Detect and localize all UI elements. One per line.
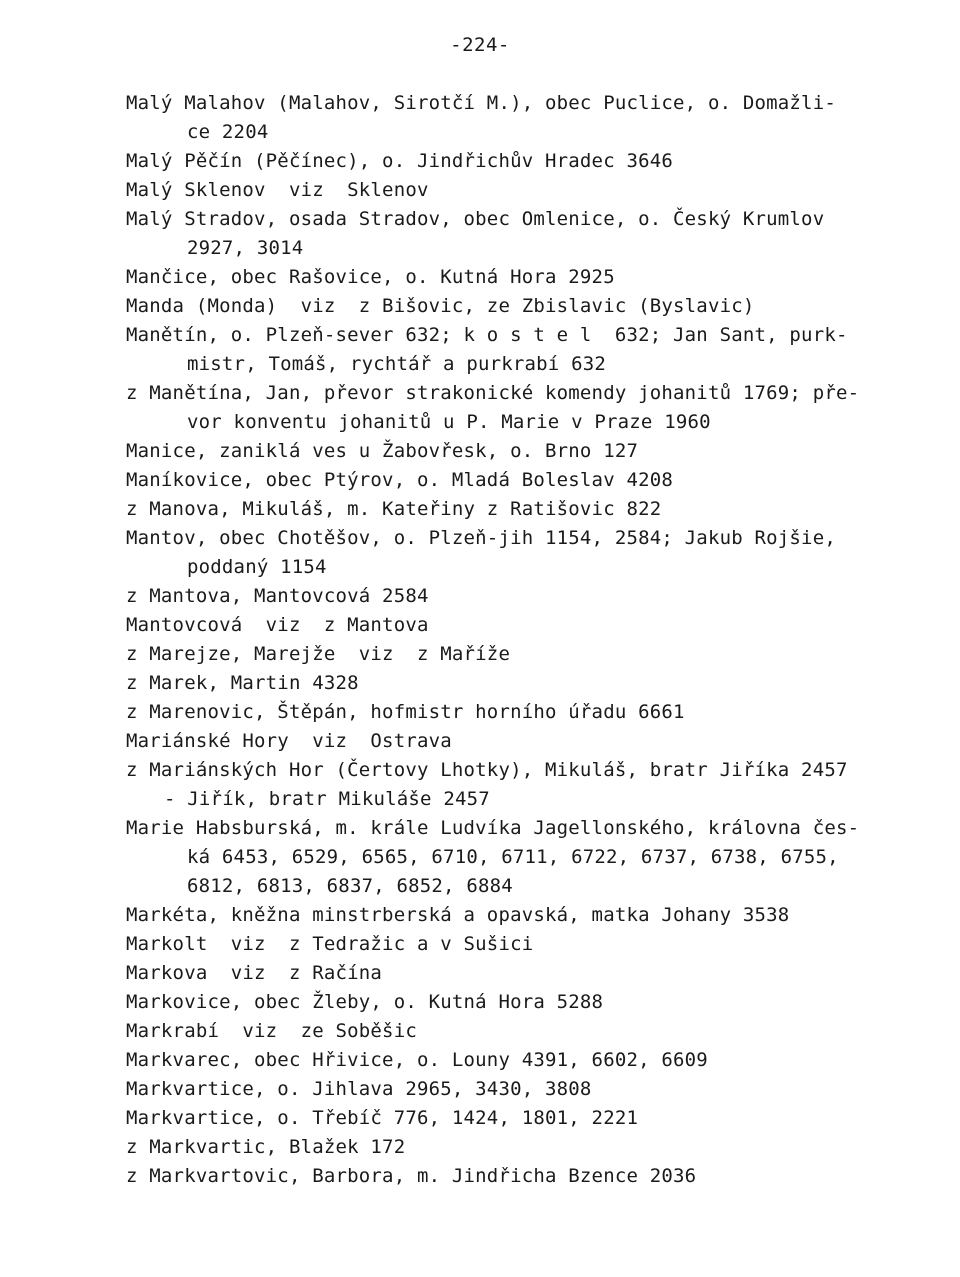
index-entry: Markvartice, o. Jihlava 2965, 3430, 3808	[126, 1078, 592, 1100]
index-entry: Malý Pěčín (Pěčínec), o. Jindřichův Hradec 3646	[126, 150, 674, 172]
index-entry: z Marejze, Marejže viz z Maříže	[126, 643, 511, 665]
index-entry: Markova viz z Račína	[126, 962, 383, 984]
index-entries	[126, 89, 886, 1191]
index-entry: Mančice, obec Rašovice, o. Kutná Hora 2925	[126, 266, 615, 288]
index-entry: z Manětína, Jan, převor strakonické komendy johanitů 1769; pře-	[126, 382, 860, 404]
index-entry: z Markvartic, Blažek 172	[126, 1136, 406, 1158]
index-entry: Manda (Monda) viz z Bišovic, ze Zbislavic (Byslavic)	[126, 295, 755, 317]
index-entry-continuation: 2927, 3014	[187, 237, 304, 259]
index-entry-continuation: poddaný 1154	[187, 556, 327, 578]
index-entry: Markéta, kněžna minstrberská a opavská, matka Johany 3538	[126, 904, 790, 926]
index-entry: Mariánské Hory viz Ostrava	[126, 730, 452, 752]
index-entry-continuation: mistr, Tomáš, rychtář a purkrabí 632	[187, 353, 607, 375]
index-entry: Markvarec, obec Hřivice, o. Louny 4391, 6602, 6609	[126, 1049, 708, 1071]
index-entry: Markvartice, o. Třebíč 776, 1424, 1801, 2221	[126, 1107, 639, 1129]
index-entry: Maníkovice, obec Ptýrov, o. Mladá Boleslav 4208	[126, 469, 674, 491]
index-entry: Markrabí viz ze Soběšic	[126, 1020, 417, 1042]
index-entry: z Marenovic, Štěpán, hofmistr horního úřadu 6661	[126, 701, 685, 723]
index-entry: z Marek, Martin 4328	[126, 672, 359, 694]
index-entry: Malý Malahov (Malahov, Sirotčí M.), obec Puclice, o. Domažli-	[126, 92, 836, 114]
index-entry: z Mantova, Mantovcová 2584	[126, 585, 429, 607]
index-entry-continuation: ká 6453, 6529, 6565, 6710, 6711, 6722, 6737, 6738, 6755,	[187, 846, 839, 868]
index-entry: Mantov, obec Chotěšov, o. Plzeň-jih 1154, 2584; Jakub Rojšie,	[126, 527, 836, 549]
index-entry-continuation: ce 2204	[187, 121, 269, 143]
index-entry-continuation: vor konventu johanitů u P. Marie v Praze 1960	[187, 411, 711, 433]
index-entry: Mantovcová viz z Mantova	[126, 614, 429, 636]
index-entry: z Markvartovic, Barbora, m. Jindřicha Bzence 2036	[126, 1165, 697, 1187]
index-entry: Manice, zaniklá ves u Žabovřesk, o. Brno 127	[126, 440, 639, 462]
index-entry: z Manova, Mikuláš, m. Kateřiny z Ratišovic 822	[126, 498, 662, 520]
index-entry: Malý Stradov, osada Stradov, obec Omlenice, o. Český Krumlov	[126, 208, 825, 230]
index-entry: Markovice, obec Žleby, o. Kutná Hora 5288	[126, 991, 604, 1013]
index-entry: Manětín, o. Plzeň-sever 632; k o s t e l 632; Jan Sant, purk-	[126, 324, 848, 346]
index-entry: z Mariánských Hor (Čertovy Lhotky), Mikuláš, bratr Jiříka 2457	[126, 759, 848, 781]
index-entry-continuation: 6812, 6813, 6837, 6852, 6884	[187, 875, 513, 897]
index-entry-continuation: - Jiřík, bratr Mikuláše 2457	[164, 788, 490, 810]
index-entry: Malý Sklenov viz Sklenov	[126, 179, 429, 201]
index-entry: Markolt viz z Tedražic a v Sušici	[126, 933, 534, 955]
index-entry: Marie Habsburská, m. krále Ludvíka Jagellonského, královna čes-	[126, 817, 860, 839]
page-number: -224-	[450, 34, 510, 56]
